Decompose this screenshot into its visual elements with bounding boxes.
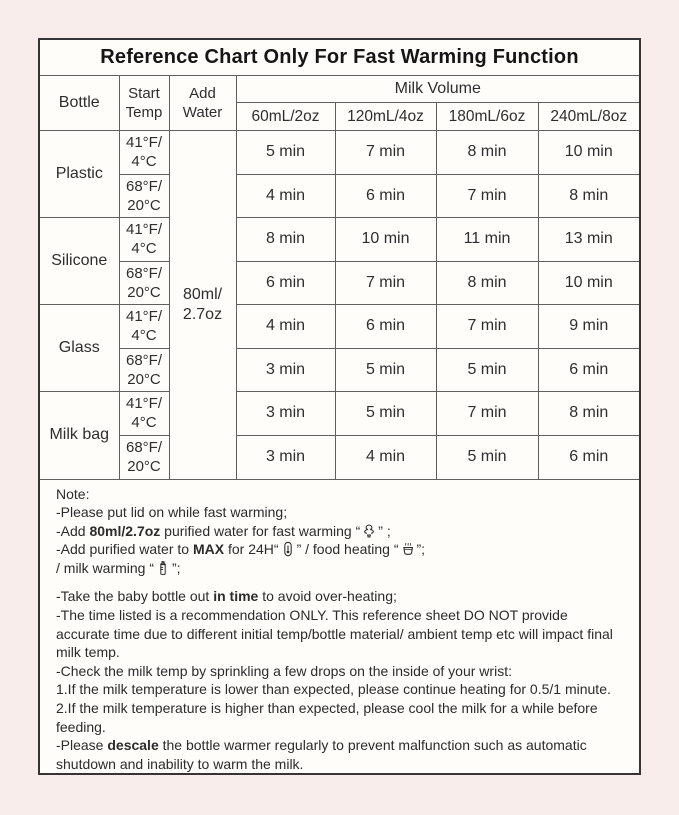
add-water-value	[169, 131, 236, 479]
note-text-bold: MAX	[192, 541, 225, 558]
time-cell: 10 min	[335, 218, 436, 262]
note-text: 2.If the milk temperature is higher than expected, please cool the milk for a while before feeding.	[56, 700, 598, 735]
note-text: -Add purified water to	[56, 541, 193, 558]
time-cell: 5 min	[335, 392, 436, 436]
note-text: purified water for fast warming “	[160, 522, 361, 539]
time-cell: 6 min	[335, 174, 436, 218]
temp-line: 68°F/	[125, 439, 162, 456]
header-line: Add	[189, 85, 216, 102]
note-text: / milk warming “	[56, 559, 155, 576]
temp-line: 41°F/	[125, 221, 162, 239]
time-cell: 8 min	[538, 392, 639, 436]
time-cell: 7 min	[436, 305, 538, 349]
note-text: ”;	[416, 541, 426, 558]
page-title: Reference Chart Only For Fast Warming Function	[40, 40, 639, 76]
time-cell: 11 min	[436, 218, 538, 262]
note-line	[56, 736, 623, 773]
note-text-bold: 80ml/2.7oz	[89, 522, 161, 539]
reference-table	[40, 40, 639, 479]
note-line	[56, 587, 623, 606]
bottle-plastic: Plastic	[40, 131, 119, 218]
col-header-bottle: Bottle	[40, 76, 119, 131]
col-header-volume-120ml: 120mL/4oz	[335, 103, 436, 131]
note-line	[56, 699, 623, 736]
time-cell: 13 min	[538, 218, 639, 262]
time-cell: 3 min	[236, 392, 335, 436]
time-cell: 10 min	[538, 261, 639, 305]
bottle-silicone: Silicone	[40, 218, 119, 305]
note-text: for 24H“	[224, 541, 279, 558]
time-cell: 8 min	[538, 174, 639, 218]
note-text: ”;	[172, 559, 181, 576]
temp-line: 4°C	[131, 153, 157, 171]
bottle-milk-bag: Milk bag	[40, 392, 119, 479]
thermometer-icon	[280, 541, 296, 557]
temp-line: 68°F/	[125, 264, 162, 282]
note-text: the bottle warmer regularly to prevent malfunction such as automatic shutdown and inability to warm the milk.	[56, 737, 587, 772]
time-cell: 7 min	[335, 131, 436, 175]
note-spacer	[56, 577, 623, 587]
note-text: to avoid over-heating;	[258, 588, 397, 605]
header-line: Temp	[125, 104, 163, 121]
time-cell: 9 min	[538, 305, 639, 349]
milk-warming-icon	[155, 560, 171, 576]
temp-line: 20°C	[127, 458, 161, 475]
temp-cell	[119, 348, 169, 392]
note-text: -Please	[56, 737, 108, 754]
notes-label: Note:	[56, 485, 90, 502]
temp-cell	[119, 131, 169, 175]
temp-cell	[119, 392, 169, 436]
time-cell: 7 min	[436, 392, 538, 436]
notes-lines	[56, 503, 623, 773]
time-cell: 6 min	[236, 261, 335, 305]
note-text: -Take the baby bottle out	[56, 588, 214, 605]
col-header-volume-180ml: 180mL/6oz	[436, 103, 538, 131]
time-cell: 3 min	[236, 348, 335, 392]
note-line	[56, 503, 623, 522]
note-text: -Check the milk temp by sprinkling a few drops on the inside of your wrist:	[56, 662, 512, 679]
food-heating-icon	[400, 541, 416, 557]
col-header-milk-volume: Milk Volume	[236, 76, 639, 103]
time-cell: 4 min	[335, 435, 436, 479]
time-cell: 5 min	[335, 348, 436, 392]
note-line	[56, 662, 623, 681]
time-cell: 8 min	[236, 218, 335, 262]
temp-cell	[119, 218, 169, 262]
notes-section	[40, 479, 639, 774]
note-line	[56, 606, 623, 662]
note-line	[56, 680, 623, 699]
temp-line: 41°F/	[125, 134, 162, 152]
bottle-glass: Glass	[40, 305, 119, 392]
note-text: ” ;	[378, 522, 391, 539]
note-text-bold: descale	[107, 737, 159, 754]
add-water-line: 2.7oz	[182, 305, 223, 323]
temp-line: 68°F/	[125, 351, 162, 369]
col-header-volume-240ml: 240mL/8oz	[538, 103, 639, 131]
temp-cell	[119, 261, 169, 305]
temp-line: 20°C	[127, 283, 161, 301]
temp-line: 41°F/	[125, 395, 162, 413]
time-cell: 3 min	[236, 435, 335, 479]
col-header-volume-60ml: 60mL/2oz	[236, 103, 335, 131]
temp-line: 20°C	[127, 196, 161, 214]
note-text: -Add	[56, 522, 90, 539]
fast-warming-icon	[361, 523, 377, 539]
time-cell: 6 min	[538, 435, 639, 479]
note-line	[56, 559, 623, 578]
temp-line: 4°C	[131, 240, 157, 258]
temp-cell	[119, 435, 169, 479]
time-cell: 5 min	[236, 131, 335, 175]
add-water-line: 80ml/	[182, 285, 223, 303]
col-header-add-water	[169, 76, 236, 131]
time-cell: 5 min	[436, 348, 538, 392]
temp-cell	[119, 174, 169, 218]
note-text: -Please put lid on while fast warming;	[56, 504, 288, 521]
time-cell: 8 min	[436, 131, 538, 175]
temp-line: 4°C	[131, 327, 157, 345]
note-text: -The time listed is a recommendation ONLY. This reference sheet DO NOT provide accurate time due to different initial temp/bottle material/ ambient temp etc will impact final milk temp.	[56, 607, 613, 661]
note-line	[56, 540, 623, 559]
time-cell: 4 min	[236, 305, 335, 349]
time-cell: 8 min	[436, 261, 538, 305]
header-line: Start	[128, 85, 160, 102]
col-header-start-temp	[119, 76, 169, 131]
reference-card	[38, 38, 641, 775]
time-cell: 7 min	[436, 174, 538, 218]
note-line	[56, 522, 623, 541]
header-line: Water	[182, 104, 223, 121]
note-text: 1.If the milk temperature is lower than expected, please continue heating for 0.5/1 minute.	[56, 681, 611, 698]
time-cell: 6 min	[538, 348, 639, 392]
note-text: ” / food heating “	[296, 541, 399, 558]
temp-line: 41°F/	[125, 308, 162, 326]
note-text-bold: in time	[213, 588, 259, 605]
temp-line: 4°C	[131, 414, 157, 432]
time-cell: 5 min	[436, 435, 538, 479]
temp-line: 68°F/	[125, 177, 162, 195]
temp-cell	[119, 305, 169, 349]
time-cell: 4 min	[236, 174, 335, 218]
temp-line: 20°C	[127, 370, 161, 388]
time-cell: 10 min	[538, 131, 639, 175]
time-cell: 7 min	[335, 261, 436, 305]
time-cell: 6 min	[335, 305, 436, 349]
